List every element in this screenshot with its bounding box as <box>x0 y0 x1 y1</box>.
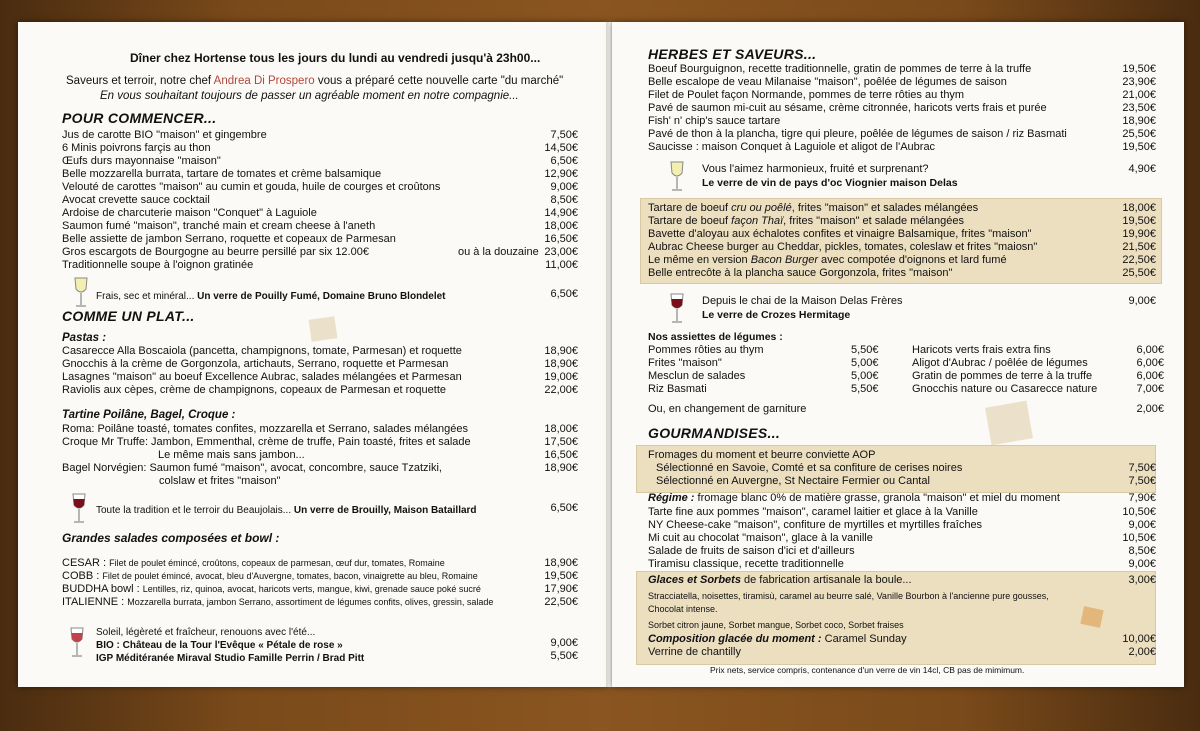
menu-item-price: 8,50€ <box>550 194 578 206</box>
section-gourmandises-title: GOURMANDISES... <box>648 425 781 441</box>
rose-wine-2: IGP Méditéranée Miraval Studio Famille Perrin / Brad Pitt <box>96 653 365 664</box>
menu-item: Aubrac Cheese burger au Cheddar, pickles, tomates, coleslaw et frites "maiosn" <box>648 241 1038 253</box>
menu-item: Pommes rôties au thym <box>648 344 764 356</box>
menu-item: Gnocchis à la crème de Gorgonzola, artichauts, Serrano, roquette et Parmesan <box>62 358 449 370</box>
wine-intro: Depuis le chai de la Maison Delas Frères <box>702 295 903 307</box>
wine-price: 5,50€ <box>550 650 578 662</box>
intro-title: Dîner chez Hortense tous les jours du lundi au vendredi jusqu'à 23h00... <box>130 51 541 65</box>
menu-item: Tarte fine aux pommes "maison", caramel laitier et glace à la Vanille <box>648 506 978 518</box>
menu-item: Boeuf Bourguignon, recette traditionnelle, gratin de pommes de terre à la truffe <box>648 63 1032 75</box>
ice-cream-flavours: Chocolat intense. <box>648 604 718 614</box>
menu-item-price: 22,50€ <box>1122 254 1156 266</box>
wine-price: 9,00€ <box>1128 295 1156 307</box>
menu-item-price: 2,00€ <box>1136 403 1164 415</box>
menu-item: Tartare de boeuf façon Thaï, frites "maison" et salade mélangées <box>648 215 965 227</box>
menu-item: Riz Basmati <box>648 383 707 395</box>
menu-item: Gros escargots de Bourgogne au beurre persillé par six 12.00€ <box>62 246 369 258</box>
menu-item-price: 5,50€ <box>851 383 879 395</box>
legumes-title: Nos assiettes de légumes : <box>648 331 783 343</box>
menu-item: Saumon fumé "maison", tranché main et cream cheese à l'aneth <box>62 220 376 232</box>
wine-name: Le verre de vin de pays d'oc Viognier maison Delas <box>702 177 958 189</box>
glaces-title: Glaces et Sorbets de fabrication artisanale la boule... <box>648 574 912 586</box>
menu-item: Pavé de saumon mi-cuit au sésame, crème citronnée, haricots verts frais et purée <box>648 102 1047 114</box>
menu-item-price: 10,50€ <box>1122 532 1156 544</box>
menu-item-price: 19,90€ <box>1122 228 1156 240</box>
menu-item: Le même mais sans jambon... <box>158 449 305 461</box>
wine-name: Le verre de Crozes Hermitage <box>702 309 851 321</box>
menu-item: Gnocchis nature ou Casarecce nature <box>912 383 1098 395</box>
rose-intro: Soleil, légèreté et fraîcheur, renouons avec l'été... <box>96 627 316 638</box>
salad-item: BUDDHA bowl : Lentilles, riz, quinoa, avocat, haricots verts, mangue, kiwi, grenade sauce poké sucré <box>62 583 481 595</box>
wine-suggestion: Toute la tradition et le terroir du Beaujolais... Un verre de Brouilly, Maison Bataillard <box>96 505 477 516</box>
menu-item-price: 23,50€ <box>1122 102 1156 114</box>
menu-item: Belle entrecôte à la plancha sauce Gorgonzola, frites "maison" <box>648 267 953 279</box>
menu-item: Régime : fromage blanc 0% de matière grasse, granola "maison" et miel du moment <box>648 492 1060 504</box>
section-pour-commencer-title: POUR COMMENCER... <box>62 110 217 126</box>
chef-name: Andrea Di Prospero <box>213 75 315 87</box>
decorative-stamp <box>985 401 1033 446</box>
rose-wine-glass-icon <box>68 626 86 660</box>
menu-item: Tiramisu classique, recette traditionnelle <box>648 558 844 570</box>
menu-item: Mi cuit au chocolat "maison", glace à la vanille <box>648 532 873 544</box>
menu-item-price: 8,50€ <box>1128 545 1156 557</box>
menu-item: Filet de Poulet façon Normande, pommes de terre rôties au thym <box>648 89 965 101</box>
decorative-stamp <box>309 316 338 341</box>
menu-right-page <box>612 22 1184 687</box>
menu-item-continued: colslaw et frites "maison" <box>159 475 281 487</box>
white-wine-glass-icon <box>72 276 90 310</box>
menu-item: 6 Minis poivrons farçis au thon <box>62 142 211 154</box>
menu-item: Raviolis aux cèpes, crème de champignons, copeaux de Parmesan et roquette <box>62 384 446 396</box>
white-wine-glass-icon <box>668 160 686 194</box>
menu-item-price: 23,90€ <box>1122 76 1156 88</box>
menu-item-price: 19,50€ <box>1122 215 1156 227</box>
menu-item: Sélectionné en Auvergne, St Nectaire Fermier ou Cantal <box>656 475 930 487</box>
menu-item-price: 9,00€ <box>1128 558 1156 570</box>
menu-item: Bagel Norvégien: Saumon fumé "maison", avocat, concombre, sauce Tzatziki, <box>62 462 442 474</box>
menu-item-price: 19,50€ <box>1122 141 1156 153</box>
wine-price: 4,90€ <box>1128 163 1156 175</box>
menu-item-price: 17,90€ <box>544 583 578 595</box>
menu-left-page <box>18 22 608 687</box>
salad-item: COBB : Filet de poulet émincé, avocat, bleu d'Auvergne, tomates, bacon, vinaigrette au bleu, Romaine <box>62 570 478 582</box>
menu-item-price: 6,00€ <box>1136 357 1164 369</box>
menu-item: Belle escalope de veau Milanaise "maison", poêlée de légumes de saison <box>648 76 1007 88</box>
cheese-title: Fromages du moment et beurre conviette AOP <box>648 449 876 461</box>
menu-item: Avocat crevette sauce cocktail <box>62 194 210 206</box>
menu-item-price: 25,50€ <box>1122 128 1156 140</box>
menu-item: Velouté de carottes "maison" au cumin et gouda, huile de courges et croûtons <box>62 181 441 193</box>
menu-item-price: 19,50€ <box>1122 63 1156 75</box>
menu-item: Haricots verts frais extra fins <box>912 344 1051 356</box>
sorbet-flavours: Sorbet citron jaune, Sorbet mangue, Sorbet coco, Sorbet fraises <box>648 620 904 630</box>
menu-item: Frites "maison" <box>648 357 722 369</box>
menu-item: Mesclun de salades <box>648 370 746 382</box>
menu-item-price: 18,90€ <box>544 557 578 569</box>
menu-item-price: 7,50€ <box>550 129 578 141</box>
menu-item-price: 22,00€ <box>544 384 578 396</box>
menu-item-price: 18,90€ <box>1122 115 1156 127</box>
menu-item-price: 23,00€ <box>544 246 578 258</box>
tartine-title: Tartine Poilâne, Bagel, Croque : <box>62 409 236 421</box>
menu-item-price: 6,00€ <box>1136 370 1164 382</box>
menu-item-price: 10,50€ <box>1122 506 1156 518</box>
menu-item-price: 12,90€ <box>544 168 578 180</box>
menu-item-price: 14,90€ <box>544 207 578 219</box>
menu-item: Sélectionné en Savoie, Comté et sa confiture de cerises noires <box>656 462 963 474</box>
intro-line-1: Saveurs et terroir, notre chef Andrea Di Prospero vous a préparé cette nouvelle carte "du marché" <box>66 75 564 87</box>
wine-intro: Vous l'aimez harmonieux, fruité et surprenant? <box>702 163 929 175</box>
wine-price: 6,50€ <box>550 288 578 300</box>
menu-item: Saucisse : maison Conquet à Laguiole et aligot de l'Aubrac <box>648 141 936 153</box>
decorative-stamp <box>1080 606 1103 628</box>
composition-glacee: Composition glacée du moment : Caramel Sunday <box>648 633 907 645</box>
ice-cream-flavours: Stracciatella, noisettes, tiramisù, caramel au beurre salé, Vanille Bourbon à l'ancienne pure gousses, <box>648 591 1049 601</box>
section-comme-un-plat-title: COMME UN PLAT... <box>62 308 195 324</box>
salad-item: CESAR : Filet de poulet émincé, croûtons, copeaux de parmesan, œuf dur, tomates, Romaine <box>62 557 445 569</box>
menu-item: Œufs durs mayonnaise "maison" <box>62 155 221 167</box>
pastas-title: Pastas : <box>62 332 107 344</box>
garniture-change: Ou, en changement de garniture <box>648 403 807 415</box>
menu-item-price: 17,50€ <box>544 436 578 448</box>
menu-item: Pavé de thon à la plancha, tigre qui pleure, poêlée de légumes de saison / riz Basmati <box>648 128 1067 140</box>
menu-item-price: 7,50€ <box>1128 475 1156 487</box>
menu-item-price: 5,00€ <box>851 370 879 382</box>
menu-item-price: 18,00€ <box>544 423 578 435</box>
menu-item: Ardoise de charcuterie maison "Conquet" à Laguiole <box>62 207 317 219</box>
red-wine-glass-icon <box>70 492 88 526</box>
menu-item: Casarecce Alla Boscaiola (pancetta, champignons, tomate, Parmesan) et roquette <box>62 345 462 357</box>
menu-item-price: 11,00€ <box>545 259 578 271</box>
menu-item-price: 5,50€ <box>851 344 879 356</box>
menu-item-price: 2,00€ <box>1128 646 1156 658</box>
menu-item: Bavette d'aloyau aux échalotes confites et vinaigre Balsamique, frites "maison" <box>648 228 1032 240</box>
menu-item-price: 18,90€ <box>544 462 578 474</box>
salad-item: ITALIENNE : Mozzarella burrata, jambon Serrano, assortiment de légumes confits, olives, gressin, salade <box>62 596 494 608</box>
footer-note: Prix nets, service compris, contenance d'un verre de vin 14cl, CB pas de mimimum. <box>710 665 1025 675</box>
wine-price: 6,50€ <box>550 502 578 514</box>
menu-item: Verrine de chantilly <box>648 646 741 658</box>
menu-item: Belle assiette de jambon Serrano, roquette et copeaux de Parmesan <box>62 233 396 245</box>
menu-item-price: 9,00€ <box>1128 519 1156 531</box>
red-wine-glass-icon <box>668 292 686 326</box>
menu-item: Roma: Poilâne toasté, tomates confites, mozzarella et Serrano, salades mélangées <box>62 423 468 435</box>
menu-item-price: 18,90€ <box>544 358 578 370</box>
menu-item: Salade de fruits de saison d'ici et d'ailleurs <box>648 545 855 557</box>
wine-price: 9,00€ <box>550 637 578 649</box>
menu-item: Fish' n' chip's sauce tartare <box>648 115 781 127</box>
menu-item: Traditionnelle soupe à l'oignon gratinée <box>62 259 254 271</box>
menu-item-price: 21,50€ <box>1122 241 1156 253</box>
rose-wine-1: BIO : Château de la Tour l'Evêque « Pétale de rose » <box>96 640 343 651</box>
menu-item: NY Cheese-cake "maison", confiture de myrtilles et myrtilles fraîches <box>648 519 983 531</box>
menu-item-price: 21,00€ <box>1122 89 1156 101</box>
menu-item-price: 6,00€ <box>1136 344 1164 356</box>
menu-item-price: 10,00€ <box>1122 633 1156 645</box>
menu-item-price: 14,50€ <box>544 142 578 154</box>
menu-item: Aligot d'Aubrac / poêlée de légumes <box>912 357 1088 369</box>
salades-title: Grandes salades composées et bowl : <box>62 531 280 545</box>
menu-item: Belle mozzarella burrata, tartare de tomates et crème balsamique <box>62 168 382 180</box>
menu-item-price: 3,00€ <box>1128 574 1156 586</box>
menu-item: Le même en version Bacon Burger avec compotée d'oignons et lard fumé <box>648 254 1007 266</box>
menu-item-price: 9,00€ <box>550 181 578 193</box>
menu-item-price: 25,50€ <box>1122 267 1156 279</box>
menu-item-price: 22,50€ <box>544 596 578 608</box>
menu-item: Gratin de pommes de terre à la truffe <box>912 370 1093 382</box>
menu-item: Jus de carotte BIO "maison" et gingembre <box>62 129 267 141</box>
menu-item-price: 16,50€ <box>544 233 578 245</box>
menu-item: Croque Mr Truffe: Jambon, Emmenthal, crème de truffe, Pain toasté, frites et salade <box>62 436 471 448</box>
section-herbes-title: HERBES ET SAVEURS... <box>648 46 817 62</box>
menu-item-extra: ou à la douzaine <box>458 246 539 258</box>
menu-item-price: 19,00€ <box>544 371 578 383</box>
menu-item-price: 7,50€ <box>1128 462 1156 474</box>
wine-suggestion: Frais, sec et minéral... Un verre de Pouilly Fumé, Domaine Bruno Blondelet <box>96 291 446 302</box>
menu-item-price: 18,90€ <box>544 345 578 357</box>
intro-line-2: En vous souhaitant toujours de passer un agréable moment en notre compagnie... <box>100 90 519 102</box>
menu-item: Lasagnes "maison" au boeuf Excellence Aubrac, salades mélangées et Parmesan <box>62 371 462 383</box>
menu-item-price: 5,00€ <box>851 357 879 369</box>
menu-item-price: 18,00€ <box>1122 202 1156 214</box>
menu-item-price: 18,00€ <box>544 220 578 232</box>
menu-item: Tartare de boeuf cru ou poêlé, frites "maison" et salades mélangées <box>648 202 979 214</box>
menu-item-price: 6,50€ <box>550 155 578 167</box>
menu-item-price: 7,00€ <box>1136 383 1164 395</box>
menu-item-price: 19,50€ <box>544 570 578 582</box>
menu-item-price: 16,50€ <box>544 449 578 461</box>
menu-item-price: 7,90€ <box>1128 492 1156 504</box>
